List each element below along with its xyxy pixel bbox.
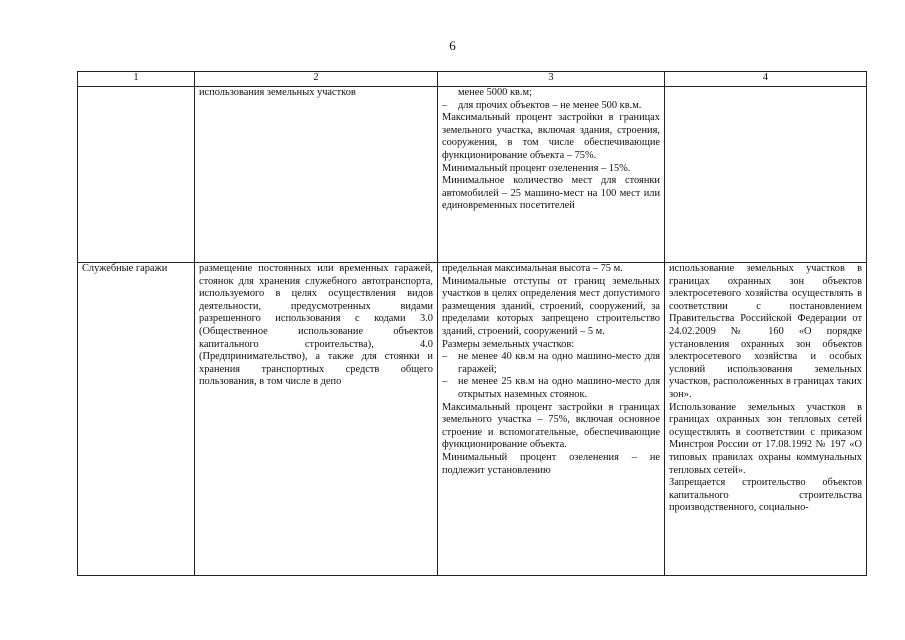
dash-bullet: – [442,351,448,363]
row1-col1-cell [78,87,195,263]
row2-col2-text: размещение постоянных или временных гаражей, стоянок для хранения служебного автотранспорта, используемого в целях осуществления видов деятельности, предусмотренных видами разрешенного использования с кодами 3.0 (Общественное использование объектов капитального строительства), 4.0 (Предпринимательство), а также для стоянки и хранения транспортных средств общего пользования, в том числе в депо [199,263,433,388]
column-header-2: 2 [195,72,438,87]
page-number: 6 [449,38,456,53]
row2-col4-cell [665,263,867,576]
row2-col3-p4: Максимальный процент застройки в границах земельного участка – 75%, включая основное строение и вспомогательные, обеспечивающие функционирование объекта. [442,401,660,451]
table-row [78,263,867,576]
table-header-row [78,72,867,87]
row2-col1-cell [78,263,195,576]
row1-col3-p2: Минимальный процент озеленения – 15%. [442,162,631,174]
column-header-4: 4 [665,72,867,87]
column-header-1: 1 [78,72,195,87]
row2-col3-p2: Минимальные отступы от границ земельных участков в целях определения мест допустимого размещения зданий, строений, сооружений, за пределами которых запрещено строительство зданий, строений, сооружений – 5 м. [442,275,660,337]
row2-col3-dash-2: не менее 25 кв.м на одно машино-место для открытых наземных стоянок. [458,376,660,400]
row1-col4-cell [665,87,867,263]
row2-col3-p5: Минимальный процент озеленения – не подлежит установлению [442,451,660,476]
row2-col3-dash-item [442,376,660,401]
row1-col2-text: использования земельных участков [199,87,356,98]
row1-col3-p1: Максимальный процент застройки в границах земельного участка, включая здания, строения, сооружения, в том числе обеспечивающие функционирование объекта – 75%. [442,112,660,161]
row2-col3-cell [438,263,665,576]
zoning-table [77,71,867,576]
row2-col3-p1: предельная максимальная высота – 75 м. [442,263,623,274]
row1-col3-cell [438,87,665,263]
row2-col3-dash-item [442,351,660,376]
row2-col4-p3: Запрещается строительство объектов капитального строительства производственного, социально- [669,477,862,514]
row1-col3-line-a: менее 5000 кв.м; [458,87,532,98]
row2-col4-p2: Использование земельных участков в границах охранных зон тепловых сетей осуществлять в соответствии с приказом Минстроя России от 17.08.1992 № 197 «О типовых правилах охраны коммунальных тепловых сетей». [669,401,862,476]
dash-bullet: – [442,99,448,111]
row2-col3-p3: Размеры земельных участков: [442,338,575,350]
row1-col3-dash-item [442,100,660,113]
column-header-3: 3 [438,72,665,87]
row2-col4-p1: использование земельных участков в границах охранных зон объектов электросетевого хозяйства осуществлять в соответствии с постановлением Правительства Российской Федерации от 24.02.2009 № 160 «О порядке установления охранных зон объектов электросетевого хозяйства и особых условий использования земельных участков, расположенных в границах таких зон». [669,263,862,400]
row1-col3-p3: Минимальное количество мест для стоянки автомобилей – 25 машино-мест на 100 мест или единовременных посетителей [442,175,660,212]
row1-col2-cell [195,87,438,263]
table-row [78,87,867,263]
row2-col2-cell [195,263,438,576]
row2-col1-text: Служебные гаражи [82,263,168,274]
row1-col3-dash-1: для прочих объектов – не менее 500 кв.м. [458,99,642,111]
row2-col3-dash-1: не менее 40 кв.м на одно машино-место для гаражей; [458,351,660,375]
dash-bullet: – [442,376,448,388]
